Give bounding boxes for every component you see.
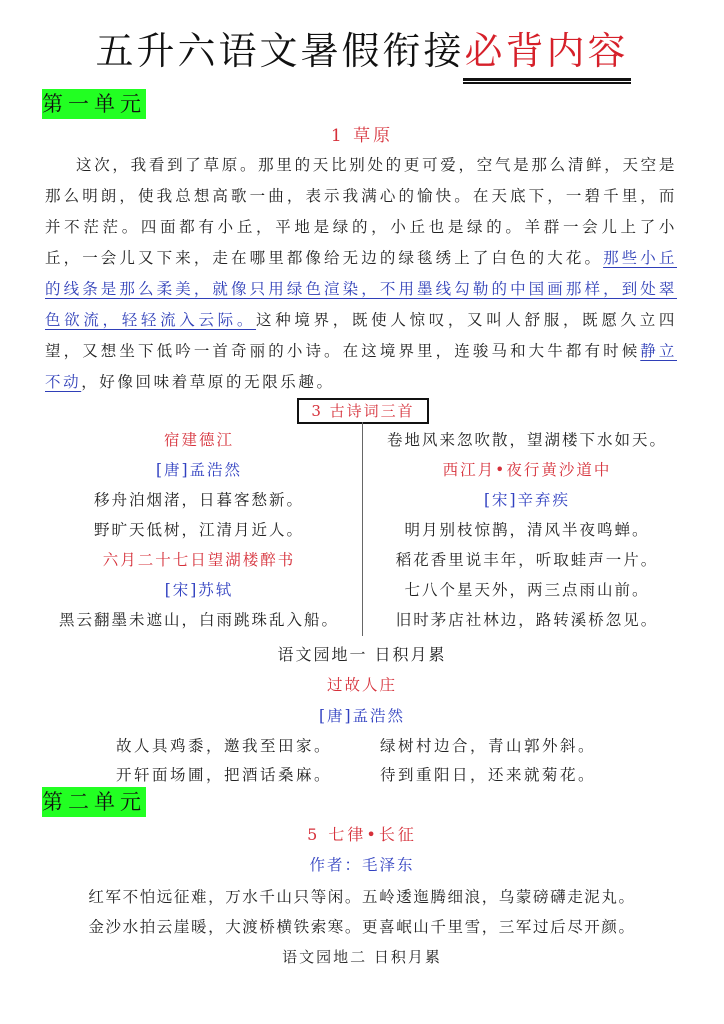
garden1-row1-right: 绿树村边合，青山郭外斜。 <box>380 737 597 755</box>
poem-line: 黑云翻墨未遮山，白雨跳珠乱入船。 <box>58 611 339 629</box>
poem-author: [唐]孟浩然 <box>155 461 243 479</box>
garden1-row2-left: 开轩面场圃，把酒话桑麻。 <box>116 766 333 784</box>
lesson1-paragraph <box>45 150 677 398</box>
lesson1-heading: 1 草原 <box>330 126 394 146</box>
unit2-label: 第二单元 <box>42 787 146 817</box>
page-title <box>0 26 724 76</box>
unit1-label: 第一单元 <box>42 89 146 119</box>
garden1-row2-right: 待到重阳日，还来就菊花。 <box>380 766 597 784</box>
lesson5-heading: 5 七律•长征 <box>307 825 417 844</box>
poems-right-column <box>368 425 686 635</box>
poem-title: 西江月•夜行黄沙道中 <box>442 461 612 479</box>
paragraph-highlight1: 那些小丘的线条是那么柔美，就像只用绿色渲染，不用墨线勾勒的中国画那样，到处翠色欲流，轻轻流入云际。 <box>45 249 677 329</box>
garden1-poem-title: 过故人庄 <box>326 676 397 694</box>
garden2-heading: 语文园地二 日积月累 <box>282 948 442 966</box>
lesson5-line1: 红军不怕远征难，万水千山只等闲。五岭逶迤腾细浪，乌蒙磅礴走泥丸。 <box>88 888 636 906</box>
poem-line: 移舟泊烟渚，日暮客愁新。 <box>93 491 304 509</box>
paragraph-part1: 这次，我看到了草原。那里的天比别处的更可爱，空气是那么清鲜，天空是那么明朗，使我总想高歌一曲，表示我满心的愉快。在天底下，一碧千里，而并不茫茫。四面都有小丘，平地是绿的，小丘也是绿的。羊群一会儿上了小丘，一会儿又下来，走在哪里都像给无边的绿毯绣上了白色的大花。 <box>45 156 677 267</box>
poem-line: 七八个星天外，两三点雨山前。 <box>404 581 650 599</box>
lesson5-author: 作者：毛泽东 <box>309 856 415 874</box>
garden1-row1-left: 故人具鸡黍，邀我至田家。 <box>116 737 333 755</box>
poem-title: 宿建德江 <box>163 431 234 449</box>
poem-line: 明月别枝惊鹊，清风半夜鸣蝉。 <box>404 521 650 539</box>
title-red-part: 必背内容 <box>465 26 629 76</box>
poem-line: 旧时茅店社林边，路转溪桥忽见。 <box>395 611 659 629</box>
title-black-part: 五升六语文暑假衔接 <box>95 29 465 73</box>
column-divider <box>362 422 363 636</box>
paragraph-part2: 这种境界，既使人惊叹，又叫人舒服，既愿久立四望，又想坐下低吟一首奇丽的小诗。在这境界里，连骏马和大牛都有时候 <box>45 311 677 360</box>
garden1-heading: 语文园地一 日积月累 <box>277 645 447 664</box>
paragraph-part3: ，好像回味着草原的无限乐趣。 <box>81 373 335 391</box>
lesson5-line2: 金沙水拍云崖暖，大渡桥横铁索寒。更喜岷山千里雪，三军过后尽开颜。 <box>88 918 636 936</box>
poem-line: 稻花香里说丰年，听取蛙声一片。 <box>395 551 659 569</box>
poem-author: [宋]辛弃疾 <box>483 491 571 509</box>
paragraph-highlight2: 静立不动 <box>45 342 677 391</box>
poem-line: 卷地风来忽吹散，望湖楼下水如天。 <box>386 431 667 449</box>
poem-author: [宋]苏轼 <box>164 581 234 599</box>
garden1-poem-author: [唐]孟浩然 <box>318 707 406 725</box>
lesson3-heading: 3 古诗词三首 <box>297 398 429 424</box>
poem-line: 野旷天低树，江清月近人。 <box>93 521 304 539</box>
poems-left-column <box>40 425 358 635</box>
poem-title: 六月二十七日望湖楼醉书 <box>102 551 296 569</box>
